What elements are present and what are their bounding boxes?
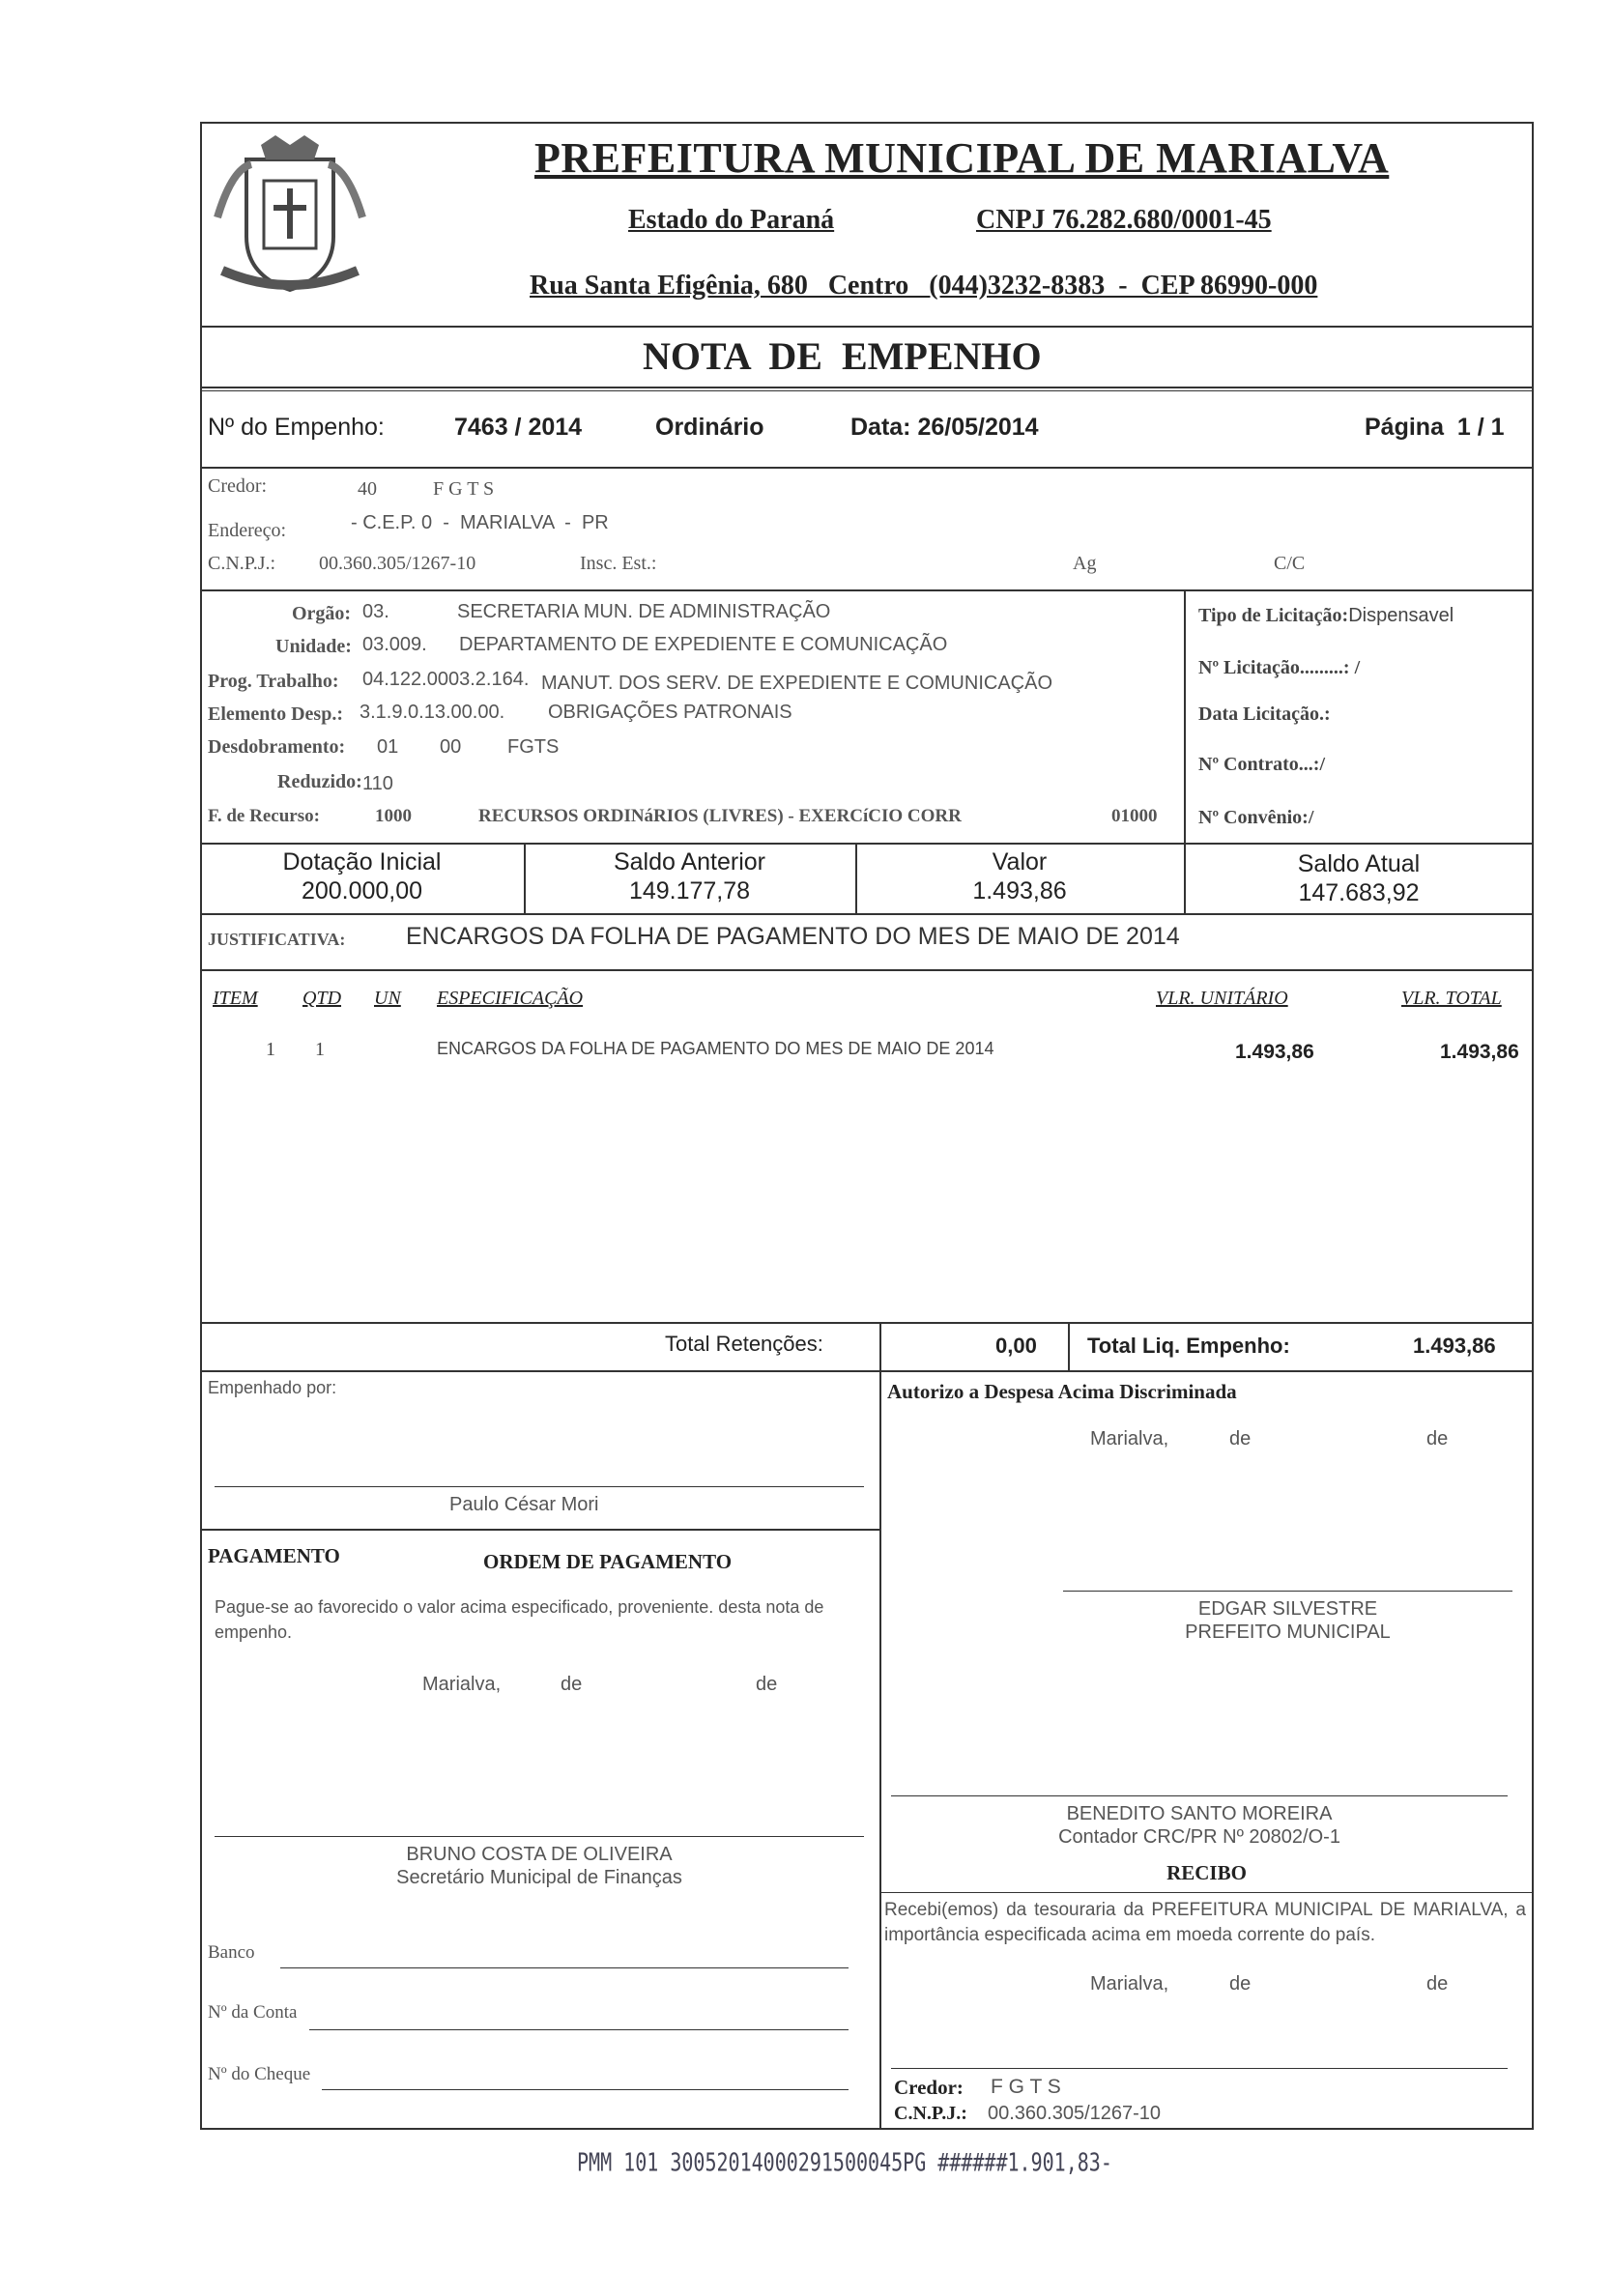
recurso-num: 01000 — [1111, 806, 1158, 826]
valor-label: Valor — [992, 848, 1048, 875]
licitacao-data: Data Licitação.: — [1198, 703, 1331, 725]
desdobramento-label: Desdobramento: — [208, 736, 346, 758]
pagamento-de2: de — [756, 1674, 778, 1695]
endereco-value: - C.E.P. 0 - MARIALVA - PR — [351, 512, 609, 533]
recibo-credor-value: F G T S — [991, 2076, 1061, 2098]
row-qtd: 1 — [315, 1039, 325, 1060]
pagamento-de1: de — [561, 1674, 583, 1695]
col-total-header: VLR. TOTAL — [1401, 988, 1502, 1009]
atual-label: Saldo Atual — [1297, 850, 1421, 877]
desdobramento-b: 00 — [440, 736, 462, 758]
autorizo-de1: de — [1229, 1428, 1252, 1449]
autorizo-de2: de — [1426, 1428, 1449, 1449]
unidade-code: 03.009. — [362, 634, 427, 655]
justificativa-label: JUSTIFICATIVA: — [208, 930, 346, 949]
liq-value: 1.493,86 — [1413, 1334, 1496, 1358]
autorizo-text: Autorizo a Despesa Acima Discriminada — [887, 1380, 1237, 1403]
conta-label: Nº da Conta — [208, 2002, 298, 2023]
cc-label: C/C — [1274, 553, 1306, 574]
recibo-cnpj-value: 00.360.305/1267-10 — [988, 2103, 1162, 2124]
contador-title: Contador CRC/PR Nº 20802/O-1 — [1058, 1826, 1340, 1848]
recibo-city: Marialva, — [1090, 1973, 1169, 1995]
prog-label: Prog. Trabalho: — [208, 671, 339, 692]
col-qtd-header: QTD — [302, 988, 342, 1009]
header-title: PREFEITURA MUNICIPAL DE MARIALVA — [534, 134, 1390, 182]
licitacao-tipo-label: Tipo de Licitação: — [1198, 605, 1349, 626]
col-item-header: ITEM — [213, 988, 258, 1009]
ag-label: Ag — [1073, 553, 1097, 574]
licitacao-contrato: Nº Contrato...:/ — [1198, 754, 1326, 775]
secretario-name: BRUNO COSTA DE OLIVEIRA — [406, 1844, 673, 1865]
prog-desc: MANUT. DOS SERV. DE EXPEDIENTE E COMUNICAÇÃO — [541, 673, 1052, 694]
recibo-title: RECIBO — [1166, 1861, 1247, 1884]
orgao-label: Orgão: — [292, 603, 352, 624]
desdobramento-desc: FGTS — [507, 736, 560, 758]
anterior-label: Saldo Anterior — [613, 848, 766, 875]
insc-label: Insc. Est.: — [580, 553, 657, 574]
pagamento-city: Marialva, — [422, 1674, 502, 1695]
pagamento-text: Pague-se ao favorecido o valor acima especificado, proveniente. desta nota de empenho. — [215, 1597, 824, 1642]
unidade-desc: DEPARTAMENTO DE EXPEDIENTE E COMUNICAÇÃO — [459, 634, 948, 655]
col-unit-header: VLR. UNITÁRIO — [1156, 988, 1288, 1009]
orgao-code: 03. — [362, 601, 389, 622]
licitacao-block — [1198, 605, 1454, 627]
empenho-label: Nº do Empenho: — [208, 414, 385, 441]
liq-label: Total Liq. Empenho: — [1087, 1334, 1290, 1358]
document-title: NOTA DE EMPENHO — [643, 334, 1042, 378]
orgao-desc: SECRETARIA MUN. DE ADMINISTRAÇÃO — [457, 601, 831, 622]
prefeito-name: EDGAR SILVESTRE — [1197, 1598, 1378, 1620]
licitacao-numero: Nº Licitação.........: / — [1198, 657, 1361, 678]
col-un-header: UN — [374, 988, 401, 1009]
empenho-date: Data: 26/05/2014 — [850, 414, 1039, 441]
row-espec: ENCARGOS DA FOLHA DE PAGAMENTO DO MES DE MAIO DE 2014 — [437, 1039, 994, 1058]
unidade-label: Unidade: — [275, 636, 352, 657]
atual-value: 147.683,92 — [1298, 879, 1420, 906]
recibo-de2: de — [1426, 1973, 1449, 1995]
cnpj-value: 00.360.305/1267-10 — [319, 553, 476, 574]
pagamento-label: PAGAMENTO — [208, 1544, 340, 1567]
row-unit: 1.493,86 — [1235, 1041, 1314, 1063]
recibo-credor-label: Credor: — [894, 2076, 964, 2099]
empenhado-name: Paulo César Mori — [449, 1494, 599, 1515]
credor-label: Credor: — [208, 475, 268, 497]
prefeito-title: PREFEITO MUNICIPAL — [1185, 1622, 1391, 1643]
header-state: Estado do Paraná — [628, 205, 835, 235]
reduzido-label: Reduzido: — [277, 771, 362, 792]
credor-name: F G T S — [433, 478, 495, 500]
elemento-label: Elemento Desp.: — [208, 703, 343, 725]
footer-code: PMM 101 30052014000291500045PG ######1.901,83- — [577, 2147, 1112, 2178]
endereco-label: Endereço: — [208, 520, 287, 541]
reduzido-value: 110 — [362, 773, 393, 794]
dotacao-value: 200.000,00 — [301, 877, 423, 904]
recurso-code: 1000 — [375, 806, 412, 826]
elemento-code: 3.1.9.0.13.00.00. — [360, 702, 505, 723]
autorizo-city: Marialva, — [1090, 1428, 1169, 1449]
elemento-desc: OBRIGAÇÕES PATRONAIS — [548, 702, 792, 723]
coat-of-arms-logo — [208, 130, 372, 304]
retencoes-value: 0,00 — [995, 1334, 1037, 1358]
valor-value: 1.493,86 — [972, 877, 1067, 904]
recurso-label: F. de Recurso: — [208, 806, 320, 826]
empenho-type: Ordinário — [655, 414, 764, 441]
empenho-page: Página 1 / 1 — [1365, 414, 1505, 441]
row-item: 1 — [266, 1039, 275, 1060]
licitacao-tipo-value: Dispensavel — [1348, 605, 1454, 626]
header-address: Rua Santa Efigênia, 680 Centro (044)3232-8383 - CEP 86990-000 — [530, 271, 1318, 301]
licitacao-convenio: Nº Convênio:/ — [1198, 807, 1314, 828]
anterior-value: 149.177,78 — [628, 877, 751, 904]
retencoes-label: Total Retenções: — [665, 1332, 823, 1356]
prog-code: 04.122.0003.2.164. — [362, 669, 530, 690]
header-cnpj: CNPJ 76.282.680/0001-45 — [976, 205, 1272, 235]
recibo-text: Recebi(emos) da tesouraria da PREFEITURA MUNICIPAL DE MARIALVA, a importância especificada acima em moeda corrente do país. — [884, 1900, 1526, 1945]
secretario-title: Secretário Municipal de Finanças — [396, 1867, 682, 1888]
banco-label: Banco — [208, 1942, 255, 1963]
recibo-de1: de — [1229, 1973, 1252, 1995]
row-total: 1.493,86 — [1440, 1041, 1519, 1063]
ordem-pagamento: ORDEM DE PAGAMENTO — [483, 1550, 733, 1573]
recibo-cnpj-label: C.N.P.J.: — [894, 2103, 967, 2124]
cnpj-label: C.N.P.J.: — [208, 553, 276, 574]
empenhado-label: Empenhado por: — [208, 1378, 337, 1397]
cheque-label: Nº do Cheque — [208, 2064, 311, 2084]
classificacao-block — [208, 599, 1184, 841]
justificativa-text: ENCARGOS DA FOLHA DE PAGAMENTO DO MES DE MAIO DE 2014 — [406, 923, 1180, 950]
col-espec-header: ESPECIFICAÇÃO — [437, 988, 584, 1009]
credor-code: 40 — [358, 478, 377, 500]
desdobramento-a: 01 — [377, 736, 399, 758]
recurso-desc: RECURSOS ORDINáRIOS (LIVRES) - EXERCíCIO CORR — [478, 806, 962, 826]
dotacao-label: Dotação Inicial — [282, 848, 442, 875]
contador-name: BENEDITO SANTO MOREIRA — [1066, 1803, 1333, 1824]
empenho-number: 7463 / 2014 — [454, 414, 583, 441]
